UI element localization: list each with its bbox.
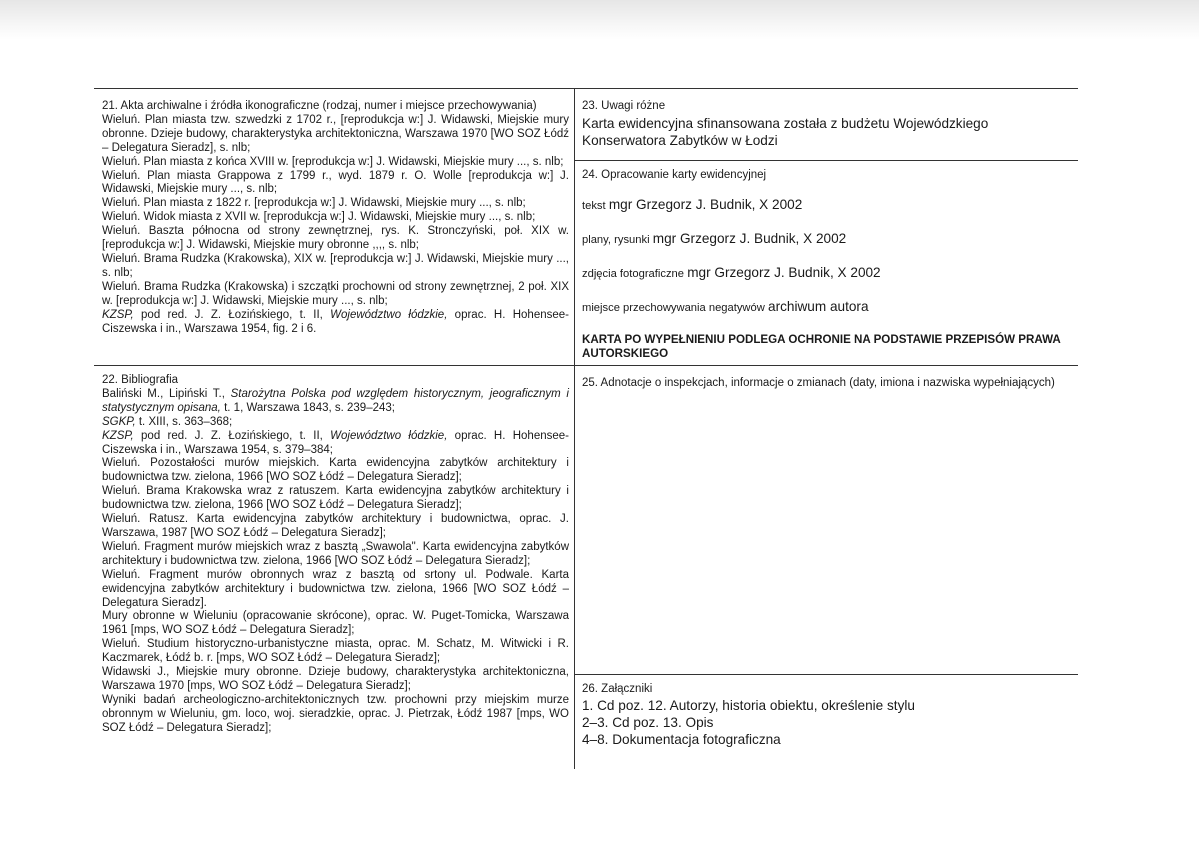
column-divider <box>574 89 575 769</box>
section-23-heading: 23. Uwagi różne <box>582 100 666 112</box>
bibliography-entry: Wieluń. Pozostałości murów miejskich. Karta ewidencyjna zabytków architektury i budownictwa tzw. zielona, 1966 [WO SOZ Łódź – Delegatura Sieradz]; <box>102 457 569 484</box>
archival-entry: Wieluń. Brama Rudzka (Krakowska), XIX w. [reprodukcja w:] J. Widawski, Miejskie mury ..., s. nlb; <box>102 252 569 279</box>
kzsp-pre: pod red. J. Z. Łozińskiego, t. II, <box>133 308 331 321</box>
prep-row-negatives <box>582 300 1072 316</box>
prep-value: mgr Grzegorz J. Budnik, X 2002 <box>652 230 847 246</box>
kzsp-title: Województwo łódzkie, <box>330 308 448 321</box>
archival-entry: Wieluń. Plan miasta z 1822 r. [reprodukcja w:] J. Widawski, Miejskie mury ..., s. nlb; <box>102 197 526 210</box>
divider-24-25 <box>574 365 1078 366</box>
bibliography-entry <box>102 388 569 416</box>
record-card-sheet <box>94 88 1078 769</box>
section-21-archival-sources <box>102 100 569 336</box>
balinski-post: t. 1, Warszawa 1843, s. 239–243; <box>220 401 395 414</box>
prep-value: mgr Grzegorz J. Budnik, X 2002 <box>608 196 803 212</box>
bibliography-entry: Mury obronne w Wieluniu (opracowanie skrócone), oprac. W. Puget-Tomicka, Warszawa 1961 [mps, WO SOZ Łódź – Delegatura Sieradz]; <box>102 610 569 637</box>
archival-entry: Wieluń. Plan miasta Grappowa z 1799 r., wyd. 1879 r. O. Wolle [reprodukcja w:] J. Widawski, Miejskie mury ..., s. nlb; <box>102 169 569 196</box>
section-25-heading: 25. Adnotacje o inspekcjach, informacje o zmianach (daty, imiona i nazwiska wypełniających) <box>582 377 1055 389</box>
section-24-card-preparation <box>582 169 1072 361</box>
copyright-notice: KARTA PO WYPEŁNIENIU PODLEGA OCHRONIE NA PODSTAWIE PRZEPISÓW PRAWA AUTORSKIEGO <box>582 332 1061 360</box>
bibliography-entry <box>102 430 569 458</box>
bibliography-entry: Wieluń. Brama Krakowska wraz z ratuszem. Karta ewidencyjna zabytków architektury i budownictwa tzw. zielona, 1966 [WO SOZ Łódź – Delegatura Sieradz]; <box>102 485 569 512</box>
section-21-heading: 21. Akta archiwalne i źródła ikonograficzne (rodzaj, numer i miejsce przechowywania) <box>102 100 537 112</box>
attachment-item: 2–3. Cd poz. 13. Opis <box>582 714 714 730</box>
archival-entry: Wieluń. Baszta północna od strony zewnętrznej, rys. K. Stronczyński, poł. XIX w. [reprodukcja w:] J. Widawski, Miejskie mury obronne ,,,, s. nlb; <box>102 225 569 252</box>
section-22-bibliography <box>102 374 569 736</box>
kzsp-title: Województwo łódzkie, <box>330 429 448 442</box>
section-26-attachments <box>582 683 1072 748</box>
archival-entry: Wieluń. Plan miasta z końca XVIII w. [reprodukcja w:] J. Widawski, Miejskie mury ..., s. nlb; <box>102 155 564 168</box>
attachment-item: 1. Cd poz. 12. Autorzy, historia obiektu, określenie stylu <box>582 697 915 713</box>
sgkp-abbr: SGKP, <box>102 415 136 428</box>
prep-row-drawings <box>582 232 1072 248</box>
archival-entry: Wieluń. Plan miasta tzw. szwedzki z 1702 r., [reprodukcja w:] J. Widawski, Miejskie mury obronne. Dzieje budowy, charakterystyka architektoniczna, Warszawa 1970 [WO SOZ Łódź – Delegatura Sieradz], s. nlb; <box>102 113 569 154</box>
kzsp-abbr: KZSP, <box>102 429 134 442</box>
kzsp-post: oprac. H. Hohensee-Ciszewska i in., Warszawa 1954, s. 379–384; <box>102 429 569 456</box>
archival-entry-kzsp <box>102 309 569 337</box>
prep-label: miejsce przechowywania negatywów <box>582 301 765 314</box>
divider-23-24 <box>574 160 1078 161</box>
section-25-annotations <box>582 377 1072 391</box>
section-22-heading: 22. Bibliografia <box>102 374 179 386</box>
prep-row-text <box>582 198 1072 214</box>
bibliography-entry: Wieluń. Ratusz. Karta ewidencyjna zabytków architektury i budownictwa, oprac. J. Warszawa, 1987 [WO SOZ Łódź – Delegatura Sieradz]; <box>102 513 569 539</box>
kzsp-pre: pod red. J. Z. Łozińskiego, t. II, <box>133 429 331 442</box>
section-23-remarks <box>582 100 1072 149</box>
attachment-item: 4–8. Dokumentacja fotograficzna <box>582 731 781 747</box>
balinski-authors: Baliński M., Lipiński T., <box>102 387 231 400</box>
archival-entry: Wieluń. Brama Rudzka (Krakowska) i szczątki prochowni od strony zewnętrznej, 2 poł. XIX w. [reprodukcja w:] J. Widawski, Miejskie mury ..., s. nlb; <box>102 280 569 307</box>
bibliography-entry: Wieluń. Fragment murów miejskich wraz z basztą „Swawola". Karta ewidencyjna zabytków architektury i budownictwa tzw. zielona, 1966 [WO SOZ Łódź – Delegatura Sieradz]; <box>102 540 569 567</box>
prep-value: archiwum autora <box>768 298 869 314</box>
prep-row-photos <box>582 266 1072 282</box>
bibliography-entry: Widawski J., Miejskie mury obronne. Dzieje budowy, charakterystyka architektoniczna, Warszawa 1970 [mps, WO SOZ Łódź – Delegatura Sieradz]; <box>102 666 569 692</box>
bibliography-entry: Wieluń. Fragment murów obronnych wraz z basztą od srtony ul. Podwale. Karta ewidencyjna zabytków architektury i budownictwa tzw. zielona, 1966 [WO SOZ Łódź – Delegatura Sieradz]. <box>102 568 569 609</box>
bibliography-entry: Wyniki badań archeologiczno-architektonicznych tzw. prochowni przy miejskim murze obronnym w Wieluniu, gm. loco, woj. sieradzkie, oprac. J. Pietrzak, Łódź 1987 [mps, WO SOZ Łódź – Delegatura Sieradz]; <box>102 693 569 734</box>
section-26-heading: 26. Załączniki <box>582 683 653 695</box>
bibliography-entry: Wieluń. Studium historyczno-urbanistyczne miasta, oprac. M. Schatz, M. Witwicki i R. Kaczmarek, Łódź b. r. [mps, WO SOZ Łódź – Delegatura Sieradz]; <box>102 638 569 665</box>
divider-25-26 <box>574 674 1078 675</box>
scan-shadow <box>0 0 1199 40</box>
prep-label: tekst <box>582 199 606 212</box>
balinski-title: Starożytna Polska pod względem historycznym, jeograficznym i statystycznym opisana, <box>102 387 569 414</box>
section-23-text: Karta ewidencyjna sfinansowana została z budżetu Wojewódzkiego Konserwatora Zabytków w Łodzi <box>582 115 989 148</box>
prep-label: zdjęcia fotograficzne <box>582 267 684 280</box>
kzsp-post: oprac. H. Hohensee-Ciszewska i in., Warszawa 1954, fig. 2 i 6. <box>102 308 569 335</box>
kzsp-abbr: KZSP, <box>102 308 134 321</box>
section-24-heading: 24. Opracowanie karty ewidencyjnej <box>582 169 767 181</box>
sgkp-post: t. XIII, s. 363–368; <box>135 415 233 428</box>
prep-value: mgr Grzegorz J. Budnik, X 2002 <box>687 264 881 280</box>
archival-entry: Wieluń. Widok miasta z XVII w. [reprodukcja w:] J. Widawski, Miejskie mury ..., s. nlb; <box>102 211 536 224</box>
prep-label: plany, rysunki <box>582 233 650 246</box>
divider-21-22 <box>94 365 574 366</box>
bibliography-entry <box>102 416 569 430</box>
